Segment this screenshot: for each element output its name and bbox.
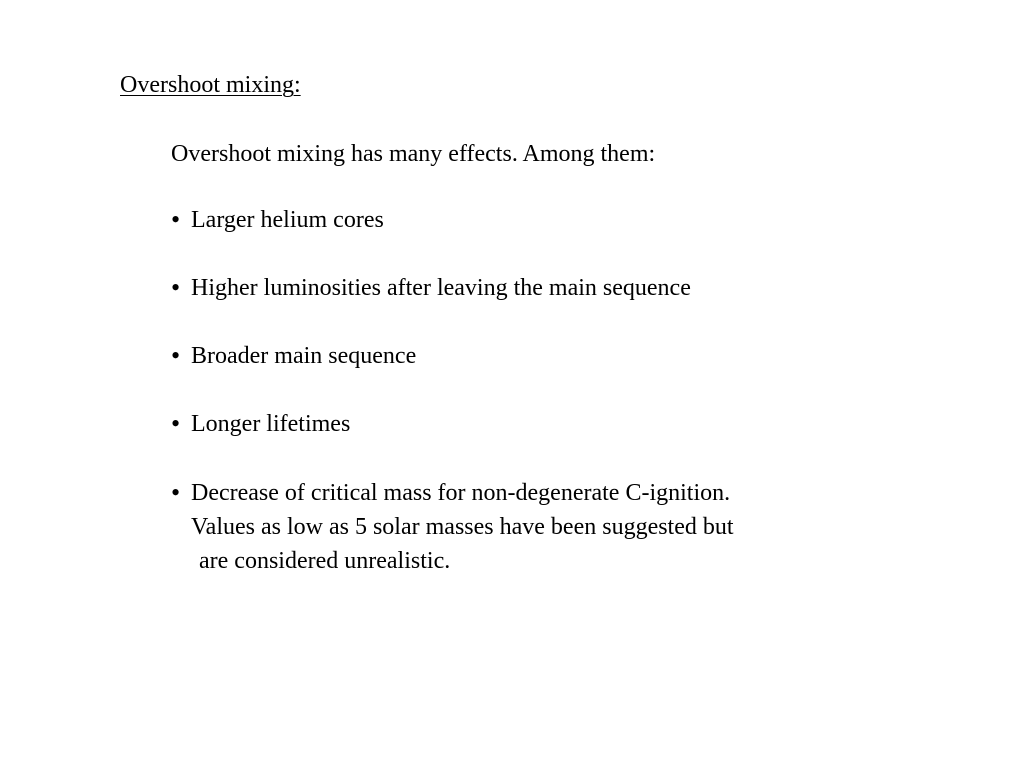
bullet-text: Larger helium cores xyxy=(191,207,384,233)
bullet-text: Broader main sequence xyxy=(191,343,417,369)
bullet-text-line: Decrease of critical mass for non-degenerate C-ignition. xyxy=(191,480,731,506)
slide-title: Overshoot mixing: xyxy=(120,72,301,98)
bullet-text-block xyxy=(191,476,734,578)
bullet-item xyxy=(171,271,691,306)
bullet-icon: • xyxy=(171,205,181,234)
bullet-item xyxy=(171,339,416,374)
bullet-icon: • xyxy=(171,409,181,438)
bullet-icon: • xyxy=(171,341,181,370)
bullet-text: Longer lifetimes xyxy=(191,411,351,437)
bullet-text-line: are considered unrealistic. xyxy=(199,548,451,574)
bullet-item xyxy=(171,407,350,442)
bullet-item xyxy=(171,203,384,238)
intro-text: Overshoot mixing has many effects. Among them: xyxy=(171,141,656,167)
bullet-text: Higher luminosities after leaving the main sequence xyxy=(191,275,691,301)
bullet-icon: • xyxy=(171,478,181,507)
bullet-text-line: Values as low as 5 solar masses have been suggested but xyxy=(191,514,734,540)
bullet-icon: • xyxy=(171,273,181,302)
bullet-item xyxy=(171,476,734,578)
